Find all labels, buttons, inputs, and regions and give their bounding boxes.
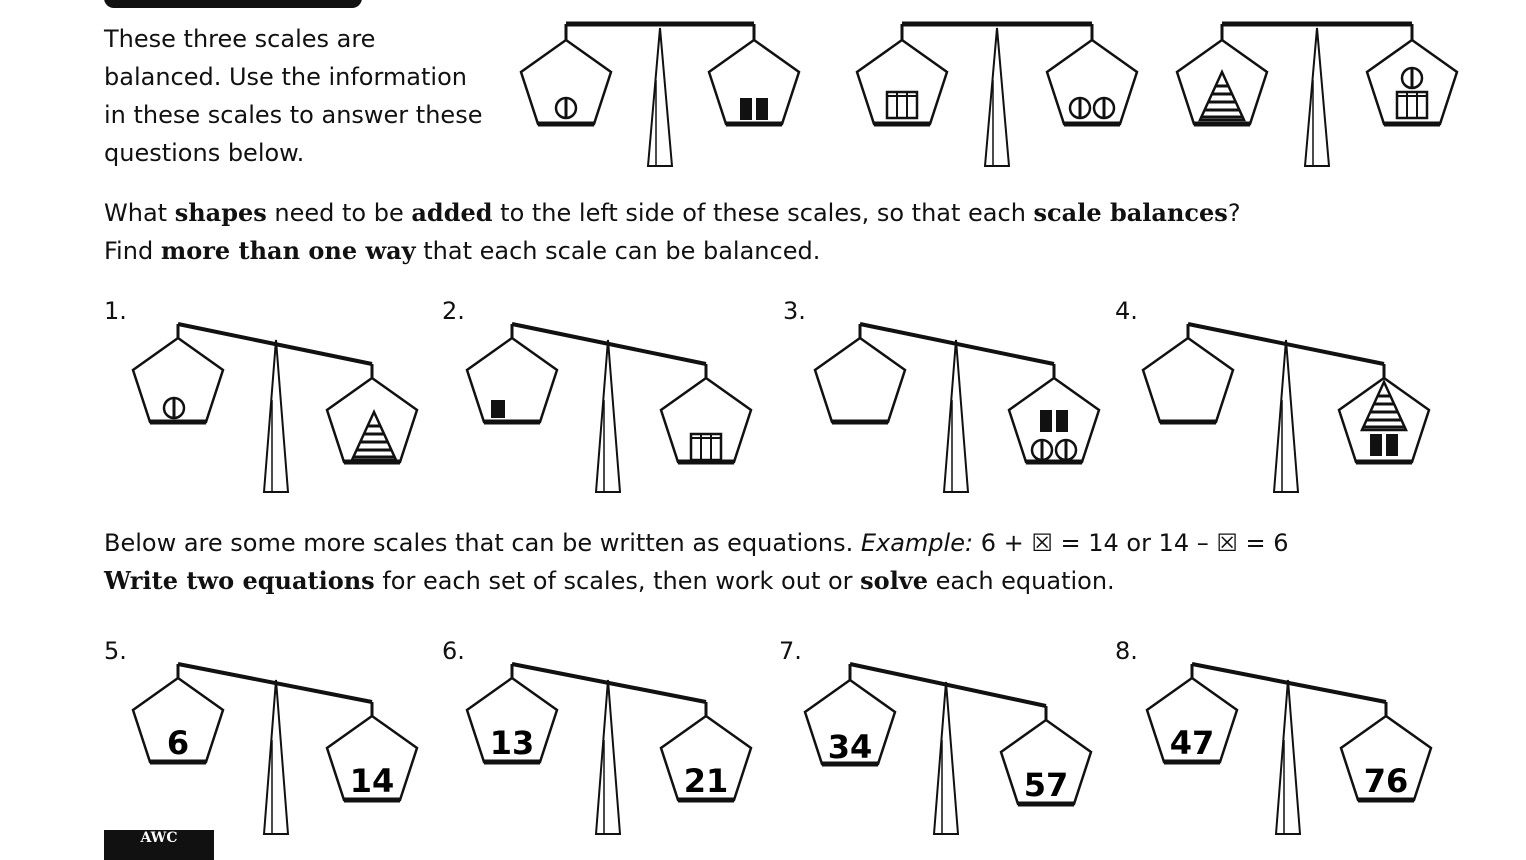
text: Below are some more scales that can be written as equations. xyxy=(104,529,861,557)
text: ? xyxy=(1227,199,1241,227)
text: to the left side of these scales, so that each xyxy=(492,199,1034,227)
problem-number-7: 7. xyxy=(779,637,802,665)
text: each equation. xyxy=(928,567,1115,595)
text: Find xyxy=(104,237,161,265)
whole-block-icon xyxy=(1397,92,1427,118)
circle-shape-icon xyxy=(1070,98,1090,118)
intro-line: questions below. xyxy=(104,139,305,167)
scale-problem-7 xyxy=(805,664,1091,834)
problem-number-4: 4. xyxy=(1115,297,1138,325)
bold-text: solve xyxy=(860,566,929,595)
problem-number-6: 6. xyxy=(442,637,465,665)
footer-tab-label: AWC xyxy=(140,830,178,846)
scale-problem-6 xyxy=(467,664,751,834)
whole-block-icon xyxy=(887,92,917,118)
text: for each set of scales, then work out or xyxy=(374,567,861,595)
bold-text: shapes xyxy=(174,198,267,227)
circle-shape-icon xyxy=(1094,98,1114,118)
problem-number-1: 1. xyxy=(104,297,127,325)
balanced-scale-1 xyxy=(521,24,799,166)
scale-problem-2 xyxy=(467,324,751,492)
intro-line: balanced. Use the information xyxy=(104,63,467,91)
scale-problem-4 xyxy=(1143,324,1429,492)
circle-shape-icon xyxy=(1402,68,1422,88)
circle-shape-icon xyxy=(164,398,184,418)
scale-problem-8 xyxy=(1147,664,1431,834)
bold-text: scale balances xyxy=(1033,198,1228,227)
scale-left-value: 34 xyxy=(827,728,873,766)
unknown-box-icon: ☒ xyxy=(1216,529,1238,557)
balanced-scale-2 xyxy=(857,24,1137,166)
example-label: Example: xyxy=(860,529,974,557)
half-block-icon xyxy=(491,400,505,418)
scale-problem-3 xyxy=(815,324,1099,492)
problem-number-2: 2. xyxy=(442,297,465,325)
scale-right-value: 14 xyxy=(349,762,395,800)
scale-problem-5 xyxy=(133,664,417,834)
bold-text: more than one way xyxy=(160,236,416,265)
scale-problem-1 xyxy=(133,324,417,492)
whole-block-icon xyxy=(691,434,721,460)
problem-number-5: 5. xyxy=(104,637,127,665)
bold-text: Write two equations xyxy=(104,566,375,595)
text: What xyxy=(104,199,175,227)
scale-right-value: 76 xyxy=(1363,762,1409,800)
problem-number-3: 3. xyxy=(783,297,806,325)
intro-line: These three scales are xyxy=(104,25,376,53)
scale-right-value: 57 xyxy=(1023,766,1069,804)
circle-shape-icon xyxy=(1056,440,1076,460)
scale-left-value: 47 xyxy=(1169,724,1215,762)
footer-tab xyxy=(104,830,214,860)
scale-left-value: 6 xyxy=(166,724,190,762)
text: need to be xyxy=(266,199,412,227)
circle-shape-icon xyxy=(1032,440,1052,460)
bold-text: added xyxy=(411,198,493,227)
balanced-scale-3 xyxy=(1177,24,1457,166)
text: that each scale can be balanced. xyxy=(415,237,821,265)
intro-line: in these scales to answer these xyxy=(104,101,483,129)
text: = 14 or 14 – xyxy=(1052,529,1217,557)
unknown-box-icon: ☒ xyxy=(1031,529,1053,557)
text: 6 + xyxy=(973,529,1032,557)
circle-shape-icon xyxy=(556,98,576,118)
text: = 6 xyxy=(1237,529,1289,557)
problem-number-8: 8. xyxy=(1115,637,1138,665)
scale-left-value: 13 xyxy=(489,724,535,762)
scale-right-value: 21 xyxy=(683,762,729,800)
